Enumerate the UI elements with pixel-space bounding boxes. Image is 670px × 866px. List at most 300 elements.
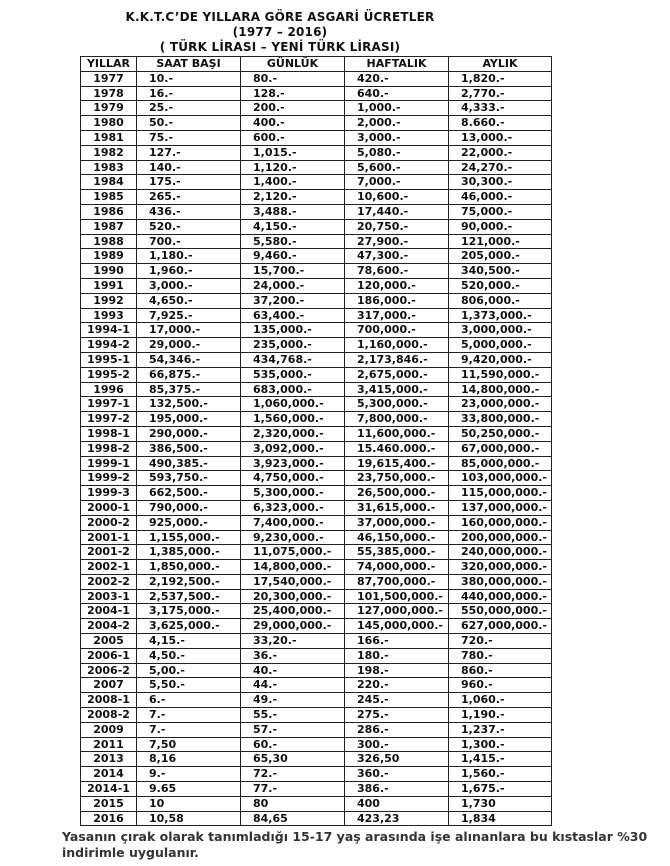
cell-year: 1999-2 (81, 471, 137, 486)
cell-year: 1984 (81, 175, 137, 190)
cell-hourly: 3,000.- (137, 278, 241, 293)
cell-monthly: 14,800,000.- (449, 382, 552, 397)
cell-monthly: 90,000.- (449, 219, 552, 234)
cell-weekly: 7,800,000.- (345, 412, 449, 427)
cell-year: 1996 (81, 382, 137, 397)
table-row (81, 500, 552, 515)
table-row (81, 175, 552, 190)
cell-weekly: 26,500,000.- (345, 486, 449, 501)
cell-hourly: 132,500.- (137, 397, 241, 412)
document-title (0, 10, 560, 55)
cell-hourly: 175.- (137, 175, 241, 190)
cell-weekly: 300.- (345, 737, 449, 752)
table-row (81, 634, 552, 649)
cell-daily: 44.- (241, 678, 345, 693)
cell-daily: 37,200.- (241, 293, 345, 308)
table-row (81, 530, 552, 545)
table-row (81, 234, 552, 249)
cell-daily: 33,20.- (241, 634, 345, 649)
cell-monthly: 75,000.- (449, 204, 552, 219)
table-row (81, 426, 552, 441)
table-row (81, 722, 552, 737)
cell-monthly: 627,000,000.- (449, 619, 552, 634)
table-row (81, 737, 552, 752)
table-row (81, 160, 552, 175)
cell-daily: 5,300,000.- (241, 486, 345, 501)
cell-daily: 128.- (241, 86, 345, 101)
cell-hourly: 85,375.- (137, 382, 241, 397)
cell-monthly: 806,000.- (449, 293, 552, 308)
cell-year: 1985 (81, 190, 137, 205)
cell-weekly: 10,600.- (345, 190, 449, 205)
cell-daily: 57.- (241, 722, 345, 737)
cell-hourly: 17,000.- (137, 323, 241, 338)
cell-daily: 24,000.- (241, 278, 345, 293)
cell-monthly: 1,730 (449, 796, 552, 811)
cell-year: 1979 (81, 101, 137, 116)
cell-hourly: 4,650.- (137, 293, 241, 308)
table-row (81, 204, 552, 219)
cell-hourly: 2,192,500.- (137, 574, 241, 589)
cell-year: 1983 (81, 160, 137, 175)
cell-weekly: 245.- (345, 693, 449, 708)
cell-year: 2000-1 (81, 500, 137, 515)
cell-daily: 3,488.- (241, 204, 345, 219)
cell-weekly: 275.- (345, 708, 449, 723)
cell-weekly: 15.460.000.- (345, 441, 449, 456)
table-row (81, 574, 552, 589)
cell-year: 1991 (81, 278, 137, 293)
cell-hourly: 50.- (137, 116, 241, 131)
cell-year: 2000-2 (81, 515, 137, 530)
cell-hourly: 66,875.- (137, 367, 241, 382)
cell-monthly: 205,000.- (449, 249, 552, 264)
cell-monthly: 13,000.- (449, 130, 552, 145)
cell-monthly: 240,000,000.- (449, 545, 552, 560)
cell-hourly: 7,925.- (137, 308, 241, 323)
cell-hourly: 520.- (137, 219, 241, 234)
cell-monthly: 960.- (449, 678, 552, 693)
header-monthly: AYLIK (449, 57, 552, 72)
table-row (81, 560, 552, 575)
cell-daily: 200.- (241, 101, 345, 116)
cell-daily: 36.- (241, 648, 345, 663)
cell-weekly: 5,300,000.- (345, 397, 449, 412)
cell-year: 1995-1 (81, 352, 137, 367)
cell-hourly: 2,537,500.- (137, 589, 241, 604)
cell-weekly: 23,750,000.- (345, 471, 449, 486)
cell-weekly: 7,000.- (345, 175, 449, 190)
title-line-1: K.K.T.C’DE YILLARA GÖRE ASGARİ ÜCRETLER (125, 10, 435, 24)
cell-monthly: 5,000,000.- (449, 338, 552, 353)
cell-monthly: 1,820.- (449, 71, 552, 86)
cell-year: 1995-2 (81, 367, 137, 382)
cell-monthly: 1,560.- (449, 767, 552, 782)
cell-weekly: 5,600.- (345, 160, 449, 175)
cell-hourly: 3,175,000.- (137, 604, 241, 619)
cell-monthly: 137,000,000.- (449, 500, 552, 515)
header-years: YILLAR (81, 57, 137, 72)
table-row (81, 782, 552, 797)
cell-daily: 20,300,000.- (241, 589, 345, 604)
cell-daily: 683,000.- (241, 382, 345, 397)
table-row (81, 678, 552, 693)
title-line-3: ( TÜRK LİRASI – YENİ TÜRK LİRASI) (159, 40, 401, 54)
cell-hourly: 195,000.- (137, 412, 241, 427)
cell-weekly: 47,300.- (345, 249, 449, 264)
cell-daily: 1,560,000.- (241, 412, 345, 427)
cell-hourly: 1,960.- (137, 264, 241, 279)
cell-hourly: 1,385,000.- (137, 545, 241, 560)
cell-year: 1977 (81, 71, 137, 86)
table-row (81, 589, 552, 604)
cell-monthly: 160,000,000.- (449, 515, 552, 530)
cell-hourly: 54,346.- (137, 352, 241, 367)
cell-year: 1981 (81, 130, 137, 145)
cell-monthly: 1,060.- (449, 693, 552, 708)
table-row (81, 323, 552, 338)
cell-year: 1978 (81, 86, 137, 101)
cell-year: 1980 (81, 116, 137, 131)
cell-year: 2006-2 (81, 663, 137, 678)
table-row (81, 367, 552, 382)
cell-hourly: 16.- (137, 86, 241, 101)
cell-year: 1990 (81, 264, 137, 279)
cell-weekly: 3,000.- (345, 130, 449, 145)
cell-year: 2004-1 (81, 604, 137, 619)
cell-daily: 72.- (241, 767, 345, 782)
table-row (81, 338, 552, 353)
cell-weekly: 78,600.- (345, 264, 449, 279)
cell-hourly: 1,155,000.- (137, 530, 241, 545)
cell-year: 1982 (81, 145, 137, 160)
cell-monthly: 46,000.- (449, 190, 552, 205)
cell-hourly: 265.- (137, 190, 241, 205)
table-row (81, 190, 552, 205)
cell-monthly: 860.- (449, 663, 552, 678)
cell-monthly: 115,000,000.- (449, 486, 552, 501)
cell-daily: 434,768.- (241, 352, 345, 367)
cell-hourly: 7,50 (137, 737, 241, 752)
header-daily: GÜNLÜK (241, 57, 345, 72)
cell-weekly: 2,000.- (345, 116, 449, 131)
header-hourly: SAAT BAŞI (137, 57, 241, 72)
table-header-row (81, 57, 552, 72)
title-line-2: (1977 – 2016) (232, 25, 328, 39)
cell-year: 1998-1 (81, 426, 137, 441)
cell-hourly: 6.- (137, 693, 241, 708)
table-row (81, 219, 552, 234)
table-body (81, 71, 552, 826)
cell-daily: 29,000,000.- (241, 619, 345, 634)
cell-hourly: 490,385.- (137, 456, 241, 471)
cell-daily: 1,400.- (241, 175, 345, 190)
cell-year: 2013 (81, 752, 137, 767)
cell-hourly: 8,16 (137, 752, 241, 767)
cell-weekly: 5,080.- (345, 145, 449, 160)
cell-hourly: 75.- (137, 130, 241, 145)
cell-monthly: 67,000,000.- (449, 441, 552, 456)
cell-daily: 80 (241, 796, 345, 811)
minimum-wage-table (80, 56, 552, 826)
cell-year: 2015 (81, 796, 137, 811)
cell-daily: 17,540,000.- (241, 574, 345, 589)
cell-weekly: 145,000,000.- (345, 619, 449, 634)
cell-daily: 15,700.- (241, 264, 345, 279)
table-row (81, 663, 552, 678)
table-row (81, 412, 552, 427)
cell-hourly: 290,000.- (137, 426, 241, 441)
cell-hourly: 662,500.- (137, 486, 241, 501)
cell-monthly: 121,000.- (449, 234, 552, 249)
cell-daily: 25,400,000.- (241, 604, 345, 619)
cell-monthly: 320,000,000.- (449, 560, 552, 575)
cell-weekly: 3,415,000.- (345, 382, 449, 397)
cell-hourly: 10.- (137, 71, 241, 86)
header-weekly: HAFTALIK (345, 57, 449, 72)
table-row (81, 293, 552, 308)
cell-monthly: 33,800,000.- (449, 412, 552, 427)
cell-hourly: 7.- (137, 722, 241, 737)
cell-hourly: 10 (137, 796, 241, 811)
cell-year: 1999-1 (81, 456, 137, 471)
cell-year: 2007 (81, 678, 137, 693)
cell-daily: 11,075,000.- (241, 545, 345, 560)
cell-monthly: 9,420,000.- (449, 352, 552, 367)
table-row (81, 796, 552, 811)
table-row (81, 693, 552, 708)
table-row (81, 515, 552, 530)
cell-daily: 6,323,000.- (241, 500, 345, 515)
cell-weekly: 17,440.- (345, 204, 449, 219)
cell-daily: 400.- (241, 116, 345, 131)
cell-hourly: 9.65 (137, 782, 241, 797)
table-row (81, 116, 552, 131)
cell-hourly: 9.- (137, 767, 241, 782)
cell-weekly: 1,000.- (345, 101, 449, 116)
cell-hourly: 3,625,000.- (137, 619, 241, 634)
cell-monthly: 780.- (449, 648, 552, 663)
cell-weekly: 360.- (345, 767, 449, 782)
table-row (81, 397, 552, 412)
cell-monthly: 520,000.- (449, 278, 552, 293)
cell-weekly: 1,160,000.- (345, 338, 449, 353)
cell-year: 1986 (81, 204, 137, 219)
cell-year: 1997-2 (81, 412, 137, 427)
cell-daily: 60.- (241, 737, 345, 752)
cell-daily: 5,580.- (241, 234, 345, 249)
table-row (81, 352, 552, 367)
cell-monthly: 11,590,000.- (449, 367, 552, 382)
table-row (81, 752, 552, 767)
cell-year: 1997-1 (81, 397, 137, 412)
cell-weekly: 2,173,846.- (345, 352, 449, 367)
cell-weekly: 46,150,000.- (345, 530, 449, 545)
cell-daily: 535,000.- (241, 367, 345, 382)
cell-daily: 65,30 (241, 752, 345, 767)
cell-year: 2004-2 (81, 619, 137, 634)
cell-year: 2002-2 (81, 574, 137, 589)
footnote: Yasanın çırak olarak tanımladığı 15-17 yaş arasında işe alınanlara bu kıstaslar %30 indirimle uygulanır. (62, 829, 648, 860)
cell-year: 2011 (81, 737, 137, 752)
cell-daily: 4,750,000.- (241, 471, 345, 486)
table-row (81, 471, 552, 486)
cell-monthly: 1,675.- (449, 782, 552, 797)
cell-daily: 80.- (241, 71, 345, 86)
table-row (81, 811, 552, 826)
table-row (81, 130, 552, 145)
cell-monthly: 1,415.- (449, 752, 552, 767)
cell-weekly: 198.- (345, 663, 449, 678)
table-row (81, 382, 552, 397)
cell-year: 1999-3 (81, 486, 137, 501)
cell-year: 2001-1 (81, 530, 137, 545)
cell-monthly: 23,000,000.- (449, 397, 552, 412)
cell-hourly: 7.- (137, 708, 241, 723)
cell-daily: 600.- (241, 130, 345, 145)
cell-monthly: 2,770.- (449, 86, 552, 101)
cell-weekly: 101,500,000.- (345, 589, 449, 604)
cell-year: 1992 (81, 293, 137, 308)
cell-weekly: 400 (345, 796, 449, 811)
cell-hourly: 790,000.- (137, 500, 241, 515)
cell-year: 1988 (81, 234, 137, 249)
cell-year: 2014-1 (81, 782, 137, 797)
cell-weekly: 386.- (345, 782, 449, 797)
cell-hourly: 5,00.- (137, 663, 241, 678)
cell-hourly: 4,15.- (137, 634, 241, 649)
table-row (81, 708, 552, 723)
cell-weekly: 326,50 (345, 752, 449, 767)
cell-hourly: 5,50.- (137, 678, 241, 693)
cell-monthly: 1,373,000.- (449, 308, 552, 323)
cell-monthly: 103,000,000.- (449, 471, 552, 486)
table-row (81, 308, 552, 323)
cell-weekly: 55,385,000.- (345, 545, 449, 560)
cell-monthly: 380,000,000.- (449, 574, 552, 589)
cell-monthly: 200,000,000.- (449, 530, 552, 545)
cell-year: 2005 (81, 634, 137, 649)
cell-monthly: 720.- (449, 634, 552, 649)
cell-monthly: 1,300.- (449, 737, 552, 752)
cell-weekly: 166.- (345, 634, 449, 649)
cell-monthly: 340,500.- (449, 264, 552, 279)
cell-weekly: 420.- (345, 71, 449, 86)
cell-weekly: 423,23 (345, 811, 449, 826)
cell-weekly: 700,000.- (345, 323, 449, 338)
cell-daily: 77.- (241, 782, 345, 797)
cell-weekly: 2,675,000.- (345, 367, 449, 382)
cell-weekly: 31,615,000.- (345, 500, 449, 515)
cell-year: 1994-2 (81, 338, 137, 353)
cell-hourly: 700.- (137, 234, 241, 249)
table-row (81, 278, 552, 293)
cell-weekly: 87,700,000.- (345, 574, 449, 589)
cell-weekly: 640.- (345, 86, 449, 101)
cell-weekly: 74,000,000.- (345, 560, 449, 575)
cell-monthly: 50,250,000.- (449, 426, 552, 441)
table-row (81, 648, 552, 663)
cell-hourly: 386,500.- (137, 441, 241, 456)
cell-daily: 1,060,000.- (241, 397, 345, 412)
cell-daily: 3,923,000.- (241, 456, 345, 471)
cell-monthly: 550,000,000.- (449, 604, 552, 619)
cell-monthly: 3,000,000.- (449, 323, 552, 338)
table-row (81, 604, 552, 619)
table-row (81, 486, 552, 501)
cell-monthly: 4,333.- (449, 101, 552, 116)
cell-daily: 9,460.- (241, 249, 345, 264)
table-row (81, 619, 552, 634)
cell-hourly: 4,50.- (137, 648, 241, 663)
cell-daily: 84,65 (241, 811, 345, 826)
cell-year: 1987 (81, 219, 137, 234)
cell-weekly: 20,750.- (345, 219, 449, 234)
cell-year: 2014 (81, 767, 137, 782)
cell-daily: 14,800,000.- (241, 560, 345, 575)
cell-daily: 63,400.- (241, 308, 345, 323)
cell-hourly: 127.- (137, 145, 241, 160)
cell-monthly: 85,000,000.- (449, 456, 552, 471)
table-row (81, 145, 552, 160)
cell-hourly: 1,850,000.- (137, 560, 241, 575)
cell-daily: 2,120.- (241, 190, 345, 205)
cell-daily: 1,015.- (241, 145, 345, 160)
cell-hourly: 140.- (137, 160, 241, 175)
cell-year: 2008-1 (81, 693, 137, 708)
cell-monthly: 8.660.- (449, 116, 552, 131)
cell-monthly: 1,834 (449, 811, 552, 826)
cell-daily: 4,150.- (241, 219, 345, 234)
cell-hourly: 29,000.- (137, 338, 241, 353)
cell-weekly: 220.- (345, 678, 449, 693)
cell-daily: 1,120.- (241, 160, 345, 175)
cell-hourly: 436.- (137, 204, 241, 219)
table-row (81, 264, 552, 279)
cell-daily: 235,000.- (241, 338, 345, 353)
cell-year: 2002-1 (81, 560, 137, 575)
cell-weekly: 180.- (345, 648, 449, 663)
cell-year: 2009 (81, 722, 137, 737)
cell-daily: 49.- (241, 693, 345, 708)
cell-daily: 3,092,000.- (241, 441, 345, 456)
cell-weekly: 11,600,000.- (345, 426, 449, 441)
cell-weekly: 27,900.- (345, 234, 449, 249)
cell-monthly: 24,270.- (449, 160, 552, 175)
table-row (81, 71, 552, 86)
table-row (81, 249, 552, 264)
cell-weekly: 19,615,400.- (345, 456, 449, 471)
cell-year: 2006-1 (81, 648, 137, 663)
cell-hourly: 1,180.- (137, 249, 241, 264)
cell-weekly: 186,000.- (345, 293, 449, 308)
table-row (81, 456, 552, 471)
cell-daily: 135,000.- (241, 323, 345, 338)
table-row (81, 545, 552, 560)
cell-monthly: 30,300.- (449, 175, 552, 190)
cell-year: 2001-2 (81, 545, 137, 560)
cell-year: 2008-2 (81, 708, 137, 723)
cell-monthly: 1,190.- (449, 708, 552, 723)
cell-weekly: 317,000.- (345, 308, 449, 323)
cell-daily: 55.- (241, 708, 345, 723)
cell-monthly: 440,000,000.- (449, 589, 552, 604)
cell-monthly: 1,237.- (449, 722, 552, 737)
cell-year: 1994-1 (81, 323, 137, 338)
cell-monthly: 22,000.- (449, 145, 552, 160)
cell-weekly: 127,000,000.- (345, 604, 449, 619)
table-row (81, 767, 552, 782)
